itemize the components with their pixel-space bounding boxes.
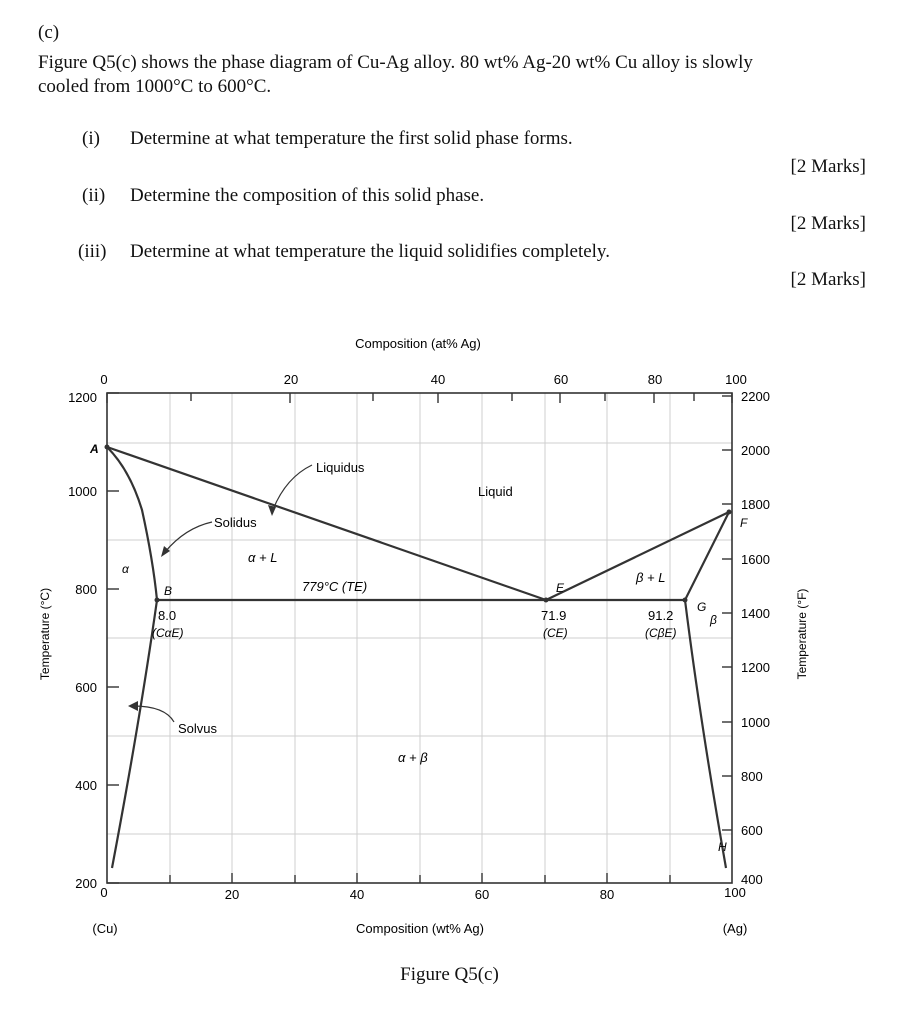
point-b-label: B: [164, 584, 173, 598]
liquidus-label: Liquidus: [316, 460, 365, 475]
c-alpha-symbol: (CαE): [152, 626, 184, 640]
part-i-number: (i): [82, 128, 100, 149]
alpha-label: α: [122, 562, 129, 576]
point-g-label: G: [697, 600, 707, 614]
bottom-tick-0: 0: [100, 885, 108, 900]
c-eutectic-symbol: (CE): [543, 626, 568, 640]
left-tick-1200: 1200: [68, 390, 97, 405]
part-iii-number: (iii): [78, 241, 107, 262]
c-beta-value: 91.2: [648, 608, 674, 623]
left-tick-400: 400: [75, 778, 97, 793]
c-eutectic-value: 71.9: [541, 608, 567, 623]
left-tick-600: 600: [75, 680, 97, 695]
beta-label: β: [710, 613, 717, 627]
solvus-beta-curve: [685, 600, 726, 868]
top-tick-100: 100: [725, 372, 747, 387]
right-tick-800: 800: [741, 769, 763, 784]
left-tick-800: 800: [75, 582, 97, 597]
right-tick-1800: 1800: [741, 497, 770, 512]
right-tick-2200: 2200: [741, 389, 770, 404]
solidus-leader: [165, 522, 212, 552]
question-intro-line1: Figure Q5(c) shows the phase diagram of Cu-Ag alloy. 80 wt% Ag-20 wt% Cu alloy is slowly: [38, 52, 753, 73]
left-tick-200: 200: [75, 876, 97, 891]
right-tick-600: 600: [741, 823, 763, 838]
solvus-label: Solvus: [178, 721, 218, 736]
question-label: (c): [38, 22, 60, 43]
solidus-beta-line: [685, 512, 729, 600]
point-h-label: H: [718, 840, 727, 854]
part-ii-marks: [2 Marks]: [790, 213, 866, 234]
liquidus-right-line: [546, 512, 729, 600]
solvus-alpha-curve: [112, 600, 157, 868]
part-iii-text: Determine at what temperature the liquid solidifies completely.: [130, 241, 610, 262]
right-axis-ticks: [722, 396, 732, 830]
top-tick-40: 40: [430, 372, 446, 387]
c-beta-symbol: (CβE): [645, 626, 677, 640]
end-label-cu: (Cu): [92, 921, 118, 936]
top-tick-0: 0: [100, 372, 108, 387]
figure-caption: Figure Q5(c): [400, 964, 499, 985]
left-axis-title: Temperature (°C): [38, 587, 52, 681]
right-tick-2000: 2000: [741, 443, 770, 458]
solidus-alpha-curve: [107, 447, 157, 600]
left-tick-1000: 1000: [68, 484, 97, 499]
right-axis-title: Temperature (°F): [795, 588, 809, 680]
top-tick-80: 80: [647, 372, 663, 387]
bottom-tick-100: 100: [724, 885, 746, 900]
bottom-axis-title: Composition (wt% Ag): [356, 921, 484, 936]
right-tick-1000: 1000: [741, 715, 770, 730]
bottom-tick-40: 40: [349, 887, 365, 902]
liquid-label: Liquid: [478, 484, 513, 499]
bottom-tick-60: 60: [474, 887, 490, 902]
c-alpha-value: 8.0: [158, 608, 177, 623]
top-tick-20: 20: [283, 372, 299, 387]
right-tick-400: 400: [741, 872, 763, 887]
end-label-ag: (Ag): [722, 921, 748, 936]
bottom-tick-20: 20: [224, 887, 240, 902]
question-intro-line2: cooled from 1000°C to 600°C.: [38, 76, 272, 97]
right-tick-1400: 1400: [741, 606, 770, 621]
phase-boundaries: [107, 447, 729, 868]
solidus-label: Solidus: [214, 515, 257, 530]
point-f-label: F: [740, 516, 748, 530]
beta-plus-liquid-label: β + L: [636, 570, 666, 585]
point-a-label: A: [90, 442, 99, 456]
part-ii-number: (ii): [82, 185, 106, 206]
alpha-plus-liquid-label: α + L: [248, 550, 278, 565]
part-i-marks: [2 Marks]: [790, 156, 866, 177]
liquidus-leader: [272, 465, 312, 512]
alpha-plus-beta-label: α + β: [398, 750, 428, 765]
right-tick-1200: 1200: [741, 660, 770, 675]
part-i-text: Determine at what temperature the first solid phase forms.: [130, 128, 573, 149]
part-iii-marks: [2 Marks]: [790, 269, 866, 290]
top-axis-title: Composition (at% Ag): [355, 336, 481, 351]
bottom-tick-80: 80: [599, 887, 615, 902]
eutectic-temperature-label: 779°C (TE): [302, 579, 368, 594]
top-tick-60: 60: [553, 372, 569, 387]
point-e-label: E: [556, 581, 565, 595]
right-tick-1600: 1600: [741, 552, 770, 567]
part-ii-text: Determine the composition of this solid phase.: [130, 185, 485, 206]
grid-lines: [107, 393, 732, 883]
